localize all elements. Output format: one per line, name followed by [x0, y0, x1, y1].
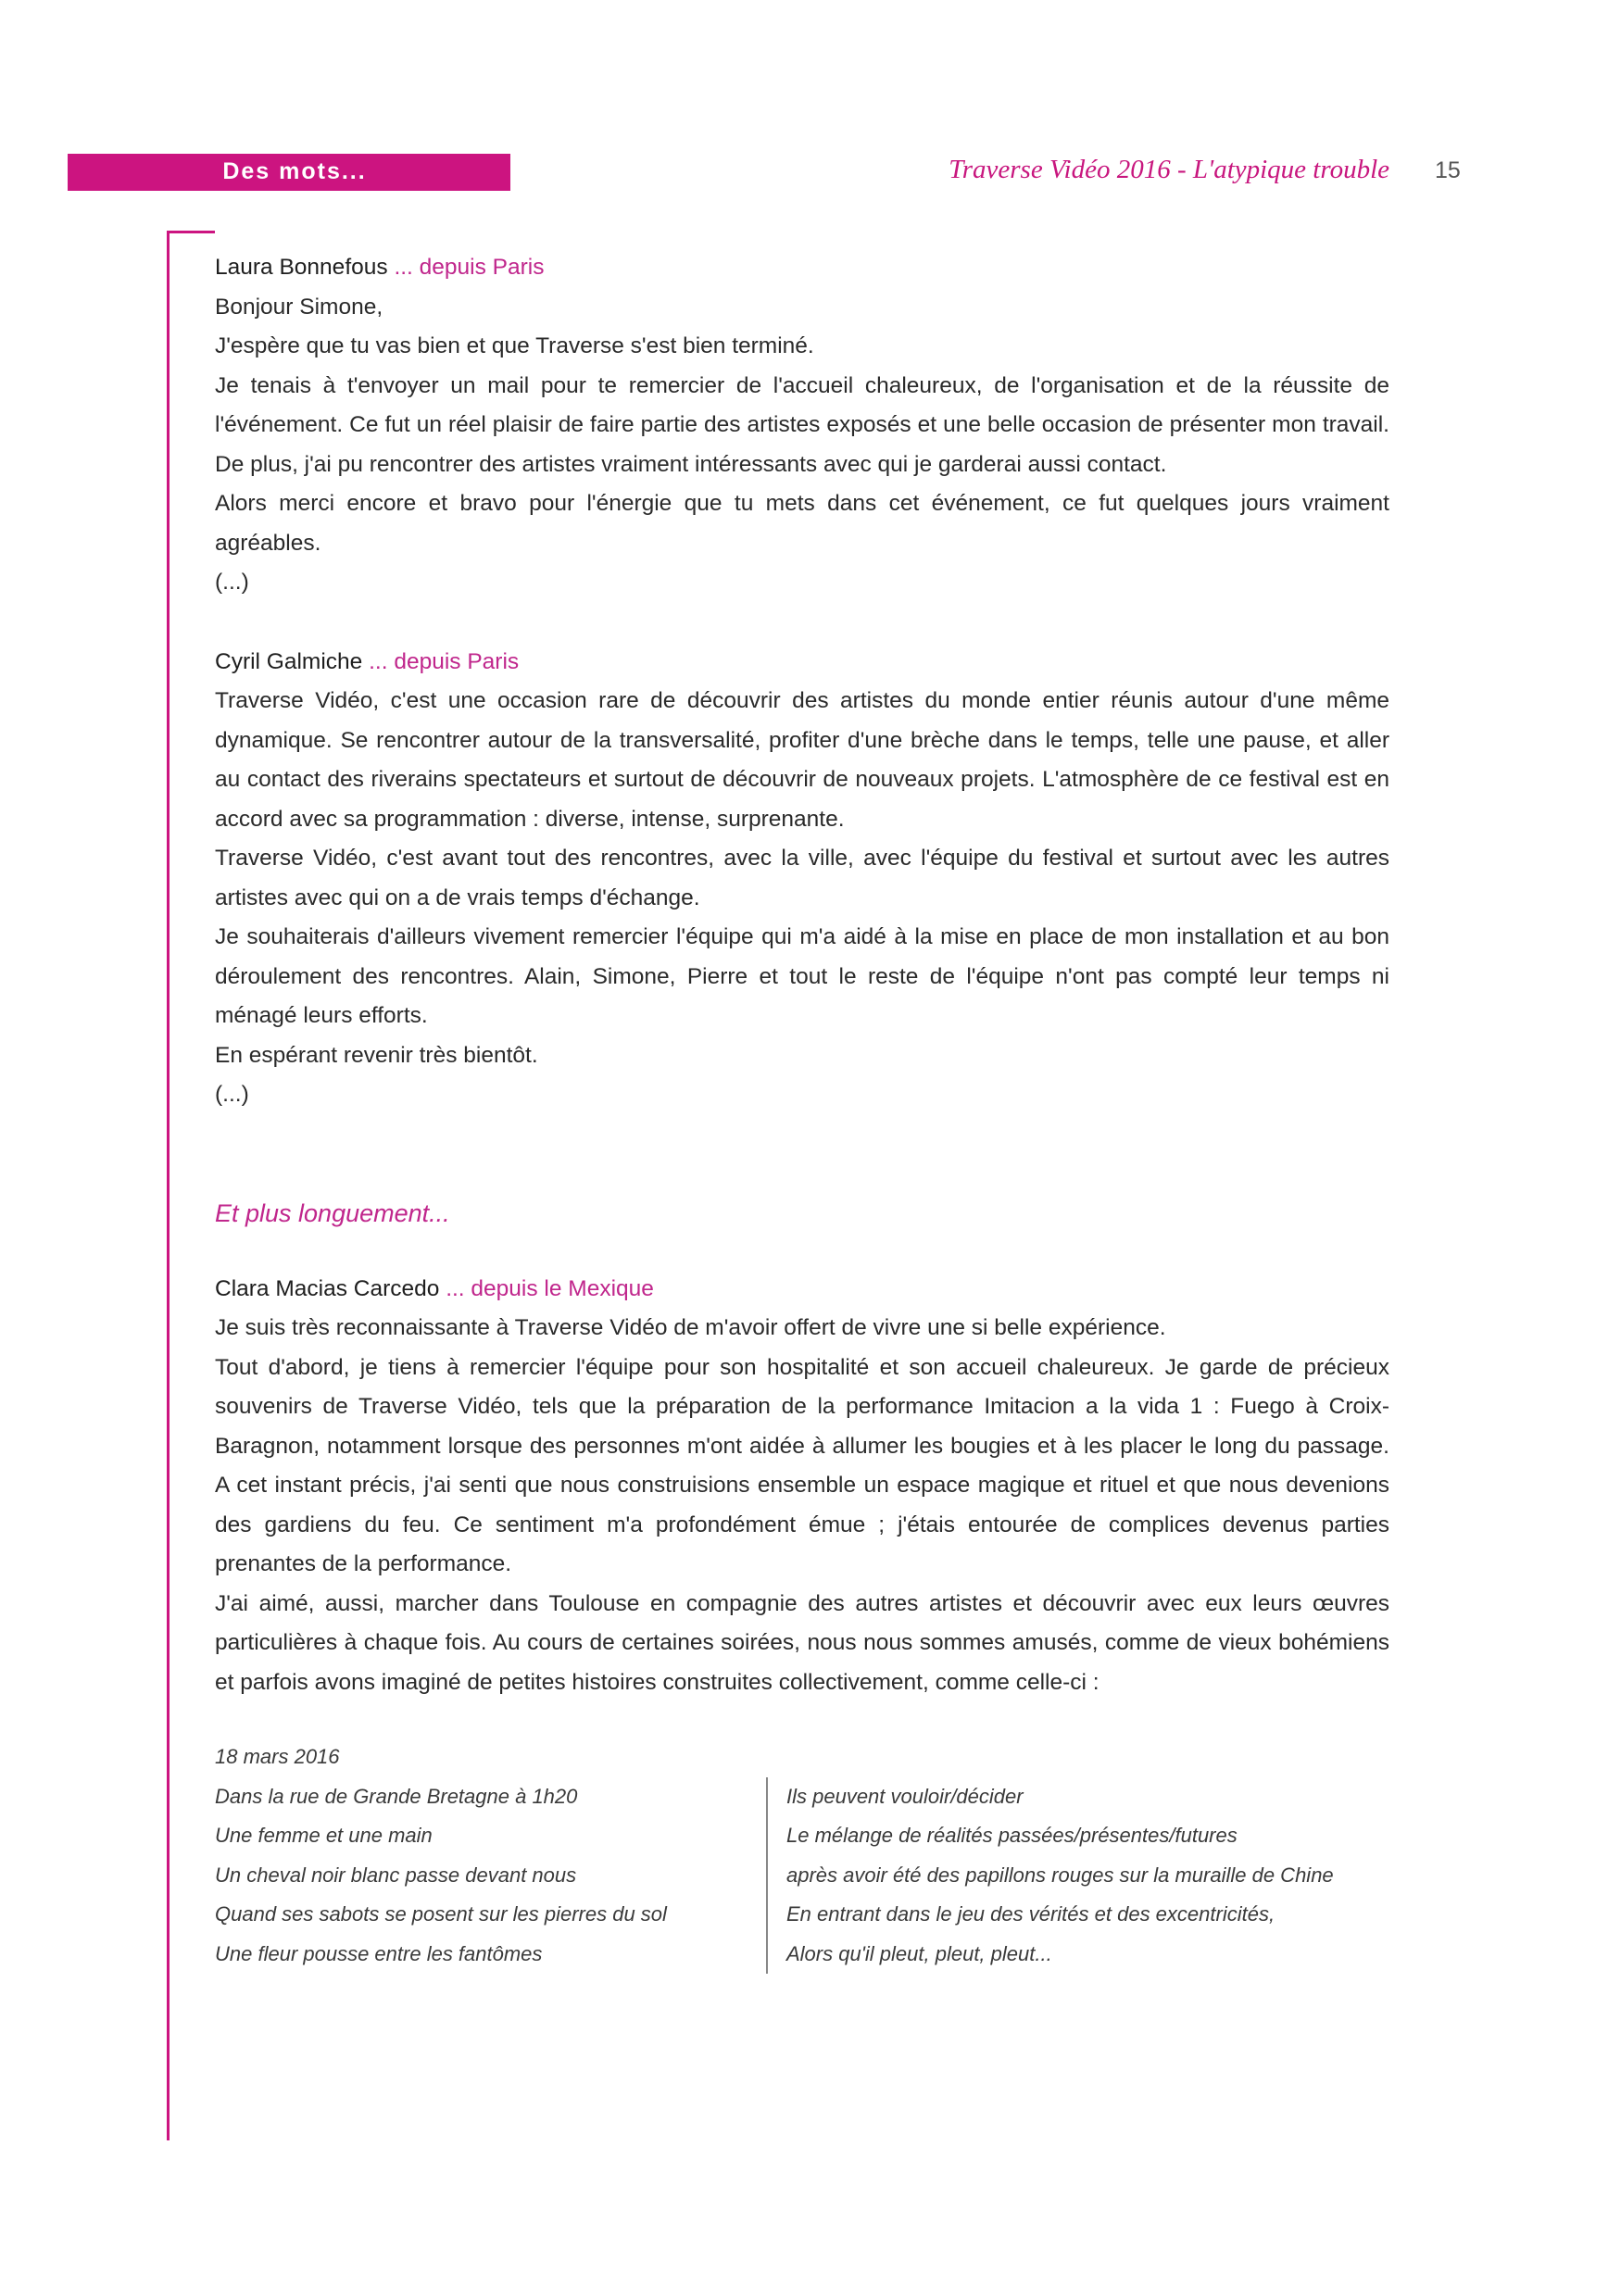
- poem-column-right: [766, 1777, 1389, 1975]
- page-content: [215, 248, 1389, 1974]
- paragraph: Bonjour Simone,: [215, 294, 383, 320]
- paragraph: Je suis très reconnaissante à Traverse Vidéo de m'avoir offert de vivre une si belle expérience.: [215, 1315, 1166, 1340]
- ellipsis: (...): [215, 1082, 249, 1107]
- ellipsis: (...): [215, 570, 249, 595]
- author-name: Laura Bonnefous: [215, 255, 388, 280]
- section-label: Des mots...: [222, 158, 367, 184]
- poem-column-left: [215, 1777, 766, 1975]
- margin-rule: [167, 231, 170, 2140]
- poem-line: Quand ses sabots se posent sur les pierres du sol: [215, 1902, 667, 1926]
- paragraph: Je souhaiterais d'ailleurs vivement remercier l'équipe qui m'a aidé à la mise en place de mon installation et au bon déroulement des rencontres. Alain, Simone, Pierre et tout le reste de l'équipe n'ont pas compté leur temps ni ménagé leurs efforts.: [215, 924, 1389, 1028]
- author-name: Clara Macias Carcedo: [215, 1275, 440, 1301]
- section-label-band: [68, 154, 510, 191]
- poem-line: Ils peuvent vouloir/décider: [786, 1784, 1024, 1808]
- poem-date: 18 mars 2016: [215, 1745, 340, 1768]
- paragraph: Alors merci encore et bravo pour l'énergie que tu mets dans cet événement, ce fut quelques jours vraiment agréables.: [215, 491, 1389, 556]
- paragraph: Traverse Vidéo, c'est une occasion rare de découvrir des artistes du monde entier réunis autour d'une même dynamique. Se rencontrer autour de la transversalité, profiter d'une brèche dans le temps, telle une pause, et aller au contact des riverains spectateurs et surtout de découvrir de nouveaux projets. L'atmosphère de ce festival est en accord avec sa programmation : diverse, intense, surprenante.: [215, 688, 1389, 832]
- long-testimonial: [215, 1270, 1389, 1703]
- paragraph: Tout d'abord, je tiens à remercier l'équipe pour son hospitalité et son accueil chaleureux. Je garde de précieux souvenirs de Traverse Vidéo, tels que la préparation de la performance Imitacion a la vida 1 : Fuego à Croix-Baragnon, notamment lorsque des personnes m'ont aidée à allumer les bougies et à les placer le long du passage. A cet instant précis, j'ai senti que nous construisions ensemble un espace magique et rituel et que nous devenions des gardiens du feu. Ce sentiment m'a profondément émue ; j'étais entourée de complices devenus parties prenantes de la performance.: [215, 1354, 1389, 1576]
- author-origin: ... depuis le Mexique: [446, 1275, 654, 1301]
- margin-rule-top: [167, 231, 215, 233]
- author-origin: ... depuis Paris: [394, 255, 545, 280]
- paragraph: Je tenais à t'envoyer un mail pour te remercier de l'accueil chaleureux, de l'organisation et de la réussite de l'événement. Ce fut un réel plaisir de faire partie des artistes exposés et une belle occasion de présenter mon travail. De plus, j'ai pu rencontrer des artistes vraiment intéressants avec qui je garderai aussi contact.: [215, 372, 1389, 477]
- poem-line: Alors qu'il pleut, pleut, pleut...: [786, 1941, 1052, 1965]
- testimonial: [215, 643, 1389, 1115]
- running-title: Traverse Vidéo 2016 - L'atypique trouble: [949, 155, 1389, 184]
- poem-line: Une femme et une main: [215, 1824, 433, 1847]
- paragraph: J'espère que tu vas bien et que Traverse s'est bien terminé.: [215, 333, 814, 358]
- poem-line: Une fleur pousse entre les fantômes: [215, 1941, 543, 1965]
- author-origin: ... depuis Paris: [369, 648, 520, 674]
- poem-line: Un cheval noir blanc passe devant nous: [215, 1863, 577, 1887]
- poem: [215, 1738, 1389, 1974]
- poem-line: après avoir été des papillons rouges sur la muraille de Chine: [786, 1863, 1334, 1887]
- poem-line: En entrant dans le jeu des vérités et des excentricités,: [786, 1902, 1275, 1926]
- paragraph: En espérant revenir très bientôt.: [215, 1042, 538, 1068]
- page-number: 15: [1435, 157, 1461, 183]
- paragraph: J'ai aimé, aussi, marcher dans Toulouse en compagnie des autres artistes et découvrir avec eux leurs œuvres particulières à chaque fois. Au cours de certaines soirées, nous nous sommes amusés, comme de vieux bohémiens et parfois avons imaginé de petites histoires construites collectivement, comme celle-ci :: [215, 1590, 1389, 1695]
- section-heading: Et plus longuement...: [215, 1198, 450, 1227]
- poem-line: Dans la rue de Grande Bretagne à 1h20: [215, 1784, 578, 1808]
- author-name: Cyril Galmiche: [215, 648, 363, 674]
- paragraph: Traverse Vidéo, c'est avant tout des rencontres, avec la ville, avec l'équipe du festival et surtout avec les autres artistes avec qui on a de vrais temps d'échange.: [215, 846, 1389, 910]
- poem-line: Le mélange de réalités passées/présentes/futures: [786, 1824, 1238, 1847]
- testimonial: [215, 248, 1389, 603]
